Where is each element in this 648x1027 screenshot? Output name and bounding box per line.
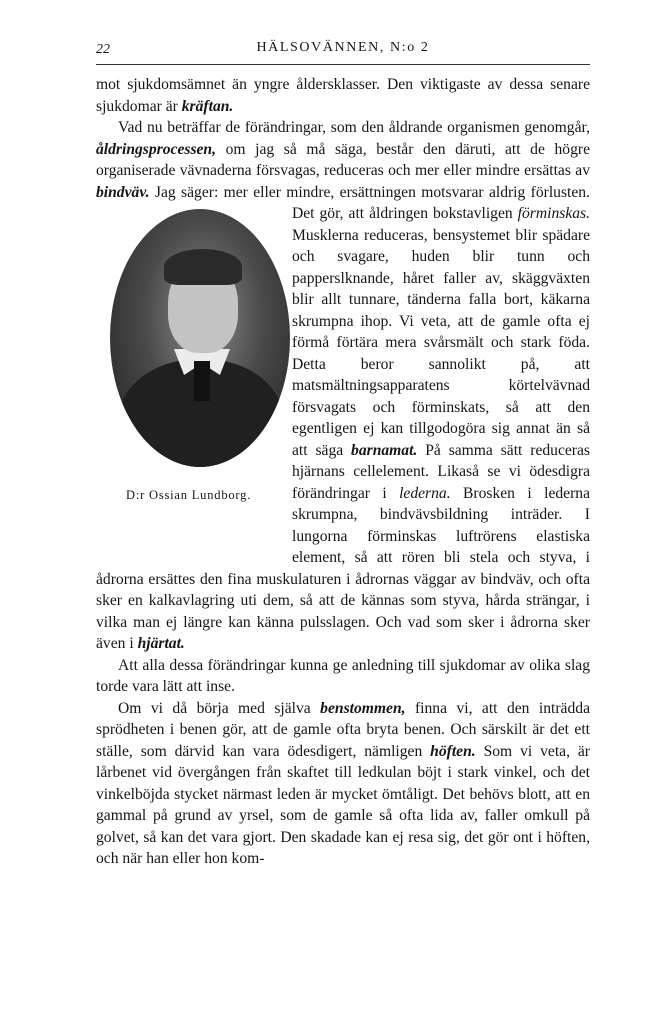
- portrait-photo: [110, 209, 290, 467]
- paragraph-2: Vad nu beträffar de förändringar, som den åldrande organismen genomgår, åldringsprocessen, om jag så må säga, består den däruti, att de högre organiserade vävnaderna försvagas, reduceras och mer eller mindre ersättas av bindväv. Jag säger: mer eller mindre, ersättningen motsvarar aldrig förlusten. Det gör, att åldringen bokstavligen förminskas. D:r Ossian Lundborg. Musklerna reduceras, bensystemet blir spädare och svagare, huden blir tunn och papperslknande, håret faller av, skäggväxten blir allt tunnare, tänderna falla bort, käkarna skrumpna ihop. Vi veta, att de gamle ofta ej förmå förtära mera svårsmält och stark föda. Detta beror sannolikt på, att matsmältningsapparatens körtelvävnad försvagats och förminskats, så att den egentligen ej kan tillgodogöra sig annat än så att säga barnamat. På samma sätt reduceras hjärnans cellelement. Likaså se vi ödesdigra förändringar i lederna. Brosken i lederna skrumpna, bindvävsbildning inträder. I lungorna förminskas luftrörens elastiska element, så att rören bli stela och styva, i ådrorna ersättes den fina muskulaturen i ådrornas väggar av bindväv, och ofta sker en kalkavlagring uti dem, så att de kännas som styva, hårda strängar, i vilka man ej längre kan känna pulsslagen. Och vad som sker i ådrorna sker även i hjärtat.: [96, 119, 590, 652]
- article-body: [96, 74, 590, 870]
- portrait-tie: [194, 361, 210, 401]
- running-title: HÄLSOVÄNNEN, N:o 2: [256, 40, 430, 55]
- header-rule: [96, 64, 590, 65]
- page-number: 22: [96, 42, 110, 57]
- paragraph-1: mot sjukdomsämnet än yngre åldersklasser. Den viktigaste av dessa senare sjukdomar är kräftan.: [96, 76, 590, 115]
- paragraph-4: Om vi då börja med själva benstommen, finna vi, att den inträdda sprödheten i benen gör, att de gamle ofta bryta benen. Och särskilt är det ett ställe, som därvid kan vara ödesdigert, nämligen höften. Som vi veta, är lårbenet vid övergången från skaftet till ledkulan böjt i stark vinkel, och det vinkelböjda stycket närmast leden är mycket ömtåligt. Det behövs blott, att en gammal på grund av yrsel, som de gamle så ofta lida av, faller omkull på golvet, så kan det vara gjort. Den skadade kan ej resa sig, det gör ont i höften, och när han eller hon kom-: [96, 699, 590, 867]
- portrait-figure: [96, 203, 292, 553]
- running-header: [96, 30, 590, 58]
- book-page: [96, 30, 590, 867]
- paragraph-3: Att alla dessa förändringar kunna ge anledning till sjukdomar av olika slag torde vara lätt att inse.: [96, 656, 590, 695]
- figure-caption: D:r Ossian Lundborg.: [126, 488, 252, 502]
- portrait-hair: [164, 249, 242, 285]
